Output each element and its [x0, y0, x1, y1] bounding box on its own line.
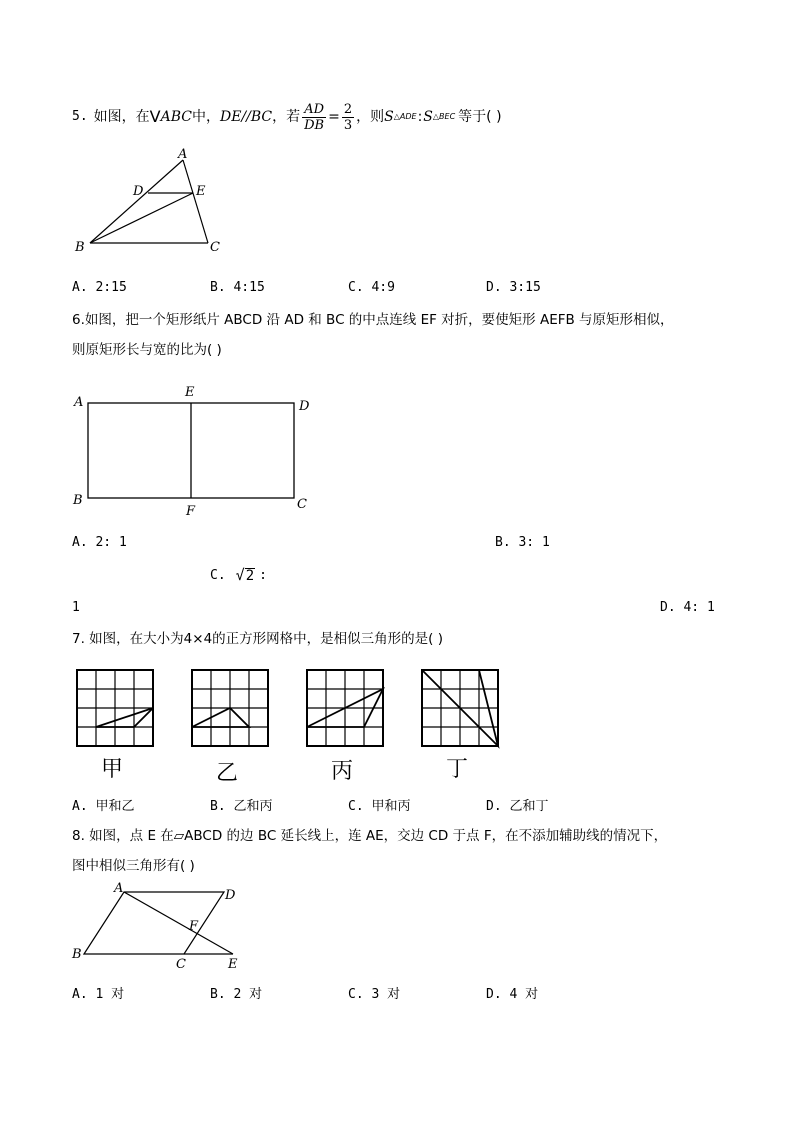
q5-text-5: 等于( )	[458, 109, 502, 125]
frac-num: 2	[343, 101, 353, 117]
q6-stem-line2: 则原矩形长与宽的比为( )	[72, 342, 222, 358]
caption-ding: 丁	[446, 757, 469, 782]
q5-triangle-figure	[70, 145, 230, 260]
label-d: D	[133, 184, 144, 199]
q6-option-d[interactable]: D. 4: 1	[660, 600, 715, 615]
frac-num: AD	[302, 102, 326, 118]
label-f: F	[186, 504, 196, 519]
q7-option-a[interactable]: A. 甲和乙	[72, 799, 135, 814]
area-sub2: △BEC	[432, 112, 456, 121]
q6-option-b[interactable]: B. 3: 1	[495, 535, 550, 550]
caption-bing: 丙	[331, 759, 354, 784]
caption-jia: 甲	[101, 757, 124, 782]
label-e: E	[196, 184, 206, 199]
q5-stem	[72, 102, 502, 132]
label-a: A	[114, 882, 124, 896]
label-c: C	[210, 240, 220, 255]
q5-text-2: 中，	[191, 109, 220, 125]
frac-den: 3	[343, 117, 353, 133]
side-ac	[183, 160, 208, 243]
q8-parallelogram-figure	[68, 882, 248, 972]
label-b: B	[73, 493, 83, 508]
q7-option-b[interactable]: B. 乙和丙	[210, 799, 273, 814]
label-c: C	[176, 957, 186, 972]
label-a: A	[74, 395, 84, 410]
area-s1: S	[384, 109, 394, 125]
q5-text-4: ，则	[356, 109, 385, 125]
sqrt-radicand: 2	[245, 567, 255, 584]
q8-option-c[interactable]: C. 3 对	[348, 987, 401, 1002]
q6-rectangle-figure	[68, 380, 328, 520]
label-d: D	[299, 399, 310, 414]
q8-stem-line1: 8. 如图，点 E 在▱ABCD 的边 BC 延长线上，连 AE，交边 CD 于点 F，在不添加辅助线的情况下，	[72, 828, 668, 844]
label-d: D	[225, 888, 236, 903]
area-s2: S	[423, 109, 433, 125]
q5-text-3: ，若	[272, 109, 301, 125]
q5-text-1: 如图，在	[93, 109, 150, 125]
q7-option-c[interactable]: C. 甲和丙	[348, 799, 411, 814]
grid-yi	[191, 669, 271, 749]
q6-option-c-continued: 1	[72, 600, 80, 615]
triangle-jia	[96, 708, 153, 727]
segment-ae	[124, 892, 233, 954]
sqrt-sign: √	[235, 566, 245, 584]
grid-bing	[306, 669, 386, 749]
q8-option-a[interactable]: A. 1 对	[72, 987, 125, 1002]
equals-sign: =	[328, 109, 340, 125]
frac-den: DB	[304, 117, 325, 133]
area-sub1: △ADE	[393, 112, 417, 121]
side-ab	[90, 160, 183, 243]
label-e: E	[228, 957, 238, 972]
q7-option-d[interactable]: D. 乙和丁	[486, 799, 549, 814]
q6-option-a[interactable]: A. 2: 1	[72, 535, 127, 550]
q6-stem-line1: 6.如图，把一个矩形纸片 ABCD 沿 AD 和 BC 的中点连线 EF 对折，要使矩形 AEFB 与原矩形相似，	[72, 312, 674, 328]
q5-option-d[interactable]: D. 3:15	[486, 280, 541, 295]
ratio-colon: :	[417, 109, 423, 125]
grid-jia	[76, 669, 156, 749]
q8-stem-line2: 图中相似三角形有( )	[72, 858, 195, 874]
option-c-colon: :	[259, 567, 267, 583]
label-e: E	[185, 385, 195, 400]
label-b: B	[75, 240, 85, 255]
label-f: F	[189, 919, 199, 934]
q6-option-c[interactable]	[210, 566, 267, 584]
q5-option-b[interactable]: B. 4:15	[210, 280, 265, 295]
q5-number: 5.	[72, 109, 88, 124]
triangle-symbol: V	[149, 107, 161, 126]
parallelogram-abcd	[84, 892, 224, 954]
label-a: A	[178, 147, 188, 162]
fraction-ad-db	[302, 102, 326, 133]
grid-ding	[421, 669, 501, 749]
q5-parallel: DE//BC	[219, 109, 273, 125]
q7-stem: 7. 如图，在大小为4×4的正方形网格中，是相似三角形的是( )	[72, 631, 443, 647]
option-c-prefix: C.	[210, 567, 226, 583]
fraction-2-3	[342, 102, 354, 133]
q5-abc: ABC	[160, 109, 192, 125]
label-b: B	[72, 947, 82, 962]
segment-be	[90, 193, 193, 243]
caption-yi: 乙	[216, 761, 239, 786]
q5-option-a[interactable]: A. 2:15	[72, 280, 127, 295]
q8-option-d[interactable]: D. 4 对	[486, 987, 539, 1002]
q8-option-b[interactable]: B. 2 对	[210, 987, 263, 1002]
triangle-yi	[192, 708, 249, 727]
label-c: C	[297, 497, 307, 512]
q5-option-c[interactable]: C. 4:9	[348, 280, 395, 295]
